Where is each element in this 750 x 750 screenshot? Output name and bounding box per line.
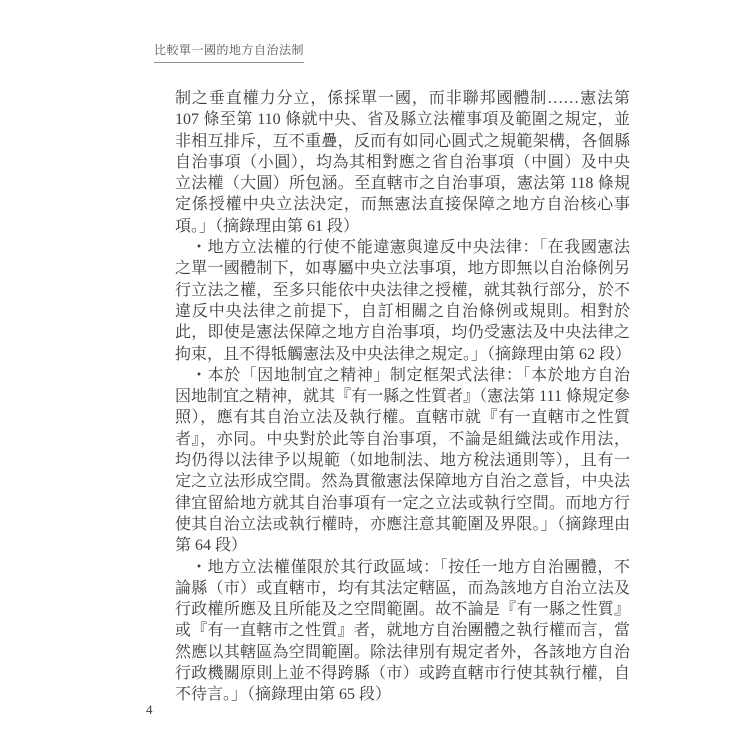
paragraph-judgment-quote-62: ・地方立法權的行使不能違憲與違反中央法律：「在我國憲法之單一國體制下，如專屬中央立法事項，地方即無以自治條例另行立法之權，至多只能依中央法律之授權，就其執行部分，於不違反中央法律之前提下，自訂相關之自治條例或規則。相對於此，即使是憲法保障之地方自治事項，均仍受憲法及中央法律之拘束，且不得牴觸憲法及中央法律之規定。」（摘錄理由第 62 段） bbox=[175, 239, 632, 363]
page-number: 4 bbox=[146, 702, 153, 717]
body-text-block bbox=[175, 88, 630, 706]
running-header bbox=[154, 41, 304, 63]
paragraph-judgment-quote-65: ・地方立法權僅限於其行政區域：「按任一地方自治團體，不論縣（市）或直轄市，均有其法定轄區，而為該地方自治立法及行政權所應及且所能及之空間範圍。故不論是『有一縣之性質』或『有一直轄市之性質』者，就地方自治團體之執行權而言，當然應以其轄區為空間範圍。除法律別有規定者外，各該地方自治行政機關原則上並不得跨縣（市）或跨直轄市行使其執行權，自不待言。」（摘錄理由第 65 段） bbox=[175, 558, 630, 704]
paragraph-judgment-quote-64: ・本於「因地制宜之精神」制定框架式法律：「本於地方自治因地制宜之精神，就其『有一縣之性質者』（憲法第 111 條規定參照），應有其自治立法及執行權。直轄市就『有一直轄市之性質者』，亦同。中央對於此等自治事項，不論是組織法或作用法，均仍得以法律予以規範（如地制法、地方稅法通則等），且有一定之立法形成空間。然為貫徹憲法保障地方自治之意旨，中央法律宜留給地方就其自治事項有一定之立法或執行空間。而地方行使其自治立法或執行權時，亦應注意其範圍及界限。」（摘錄理由第 64 段） bbox=[175, 366, 630, 555]
running-header-title: 比較單一國的地方自治法制 bbox=[154, 41, 304, 63]
paragraph-judgment-quote-61: 制之垂直權力分立，係採單一國，而非聯邦國體制……憲法第 107 條至第 110 條就中央、省及縣立法權事項及範圍之規定，並非相互排斥，互不重疊，反而有如同心圓式之規範架構，各個縣自治事項（小圓），均為其相對應之省自治事項（中圓）及中央立法權（大圓）所包涵。至直轄市之自治事項，憲法第 118 條規定係授權中央立法決定，而無憲法直接保障之地方自治核心事項。」（摘錄理由第 61 段） bbox=[175, 90, 630, 235]
